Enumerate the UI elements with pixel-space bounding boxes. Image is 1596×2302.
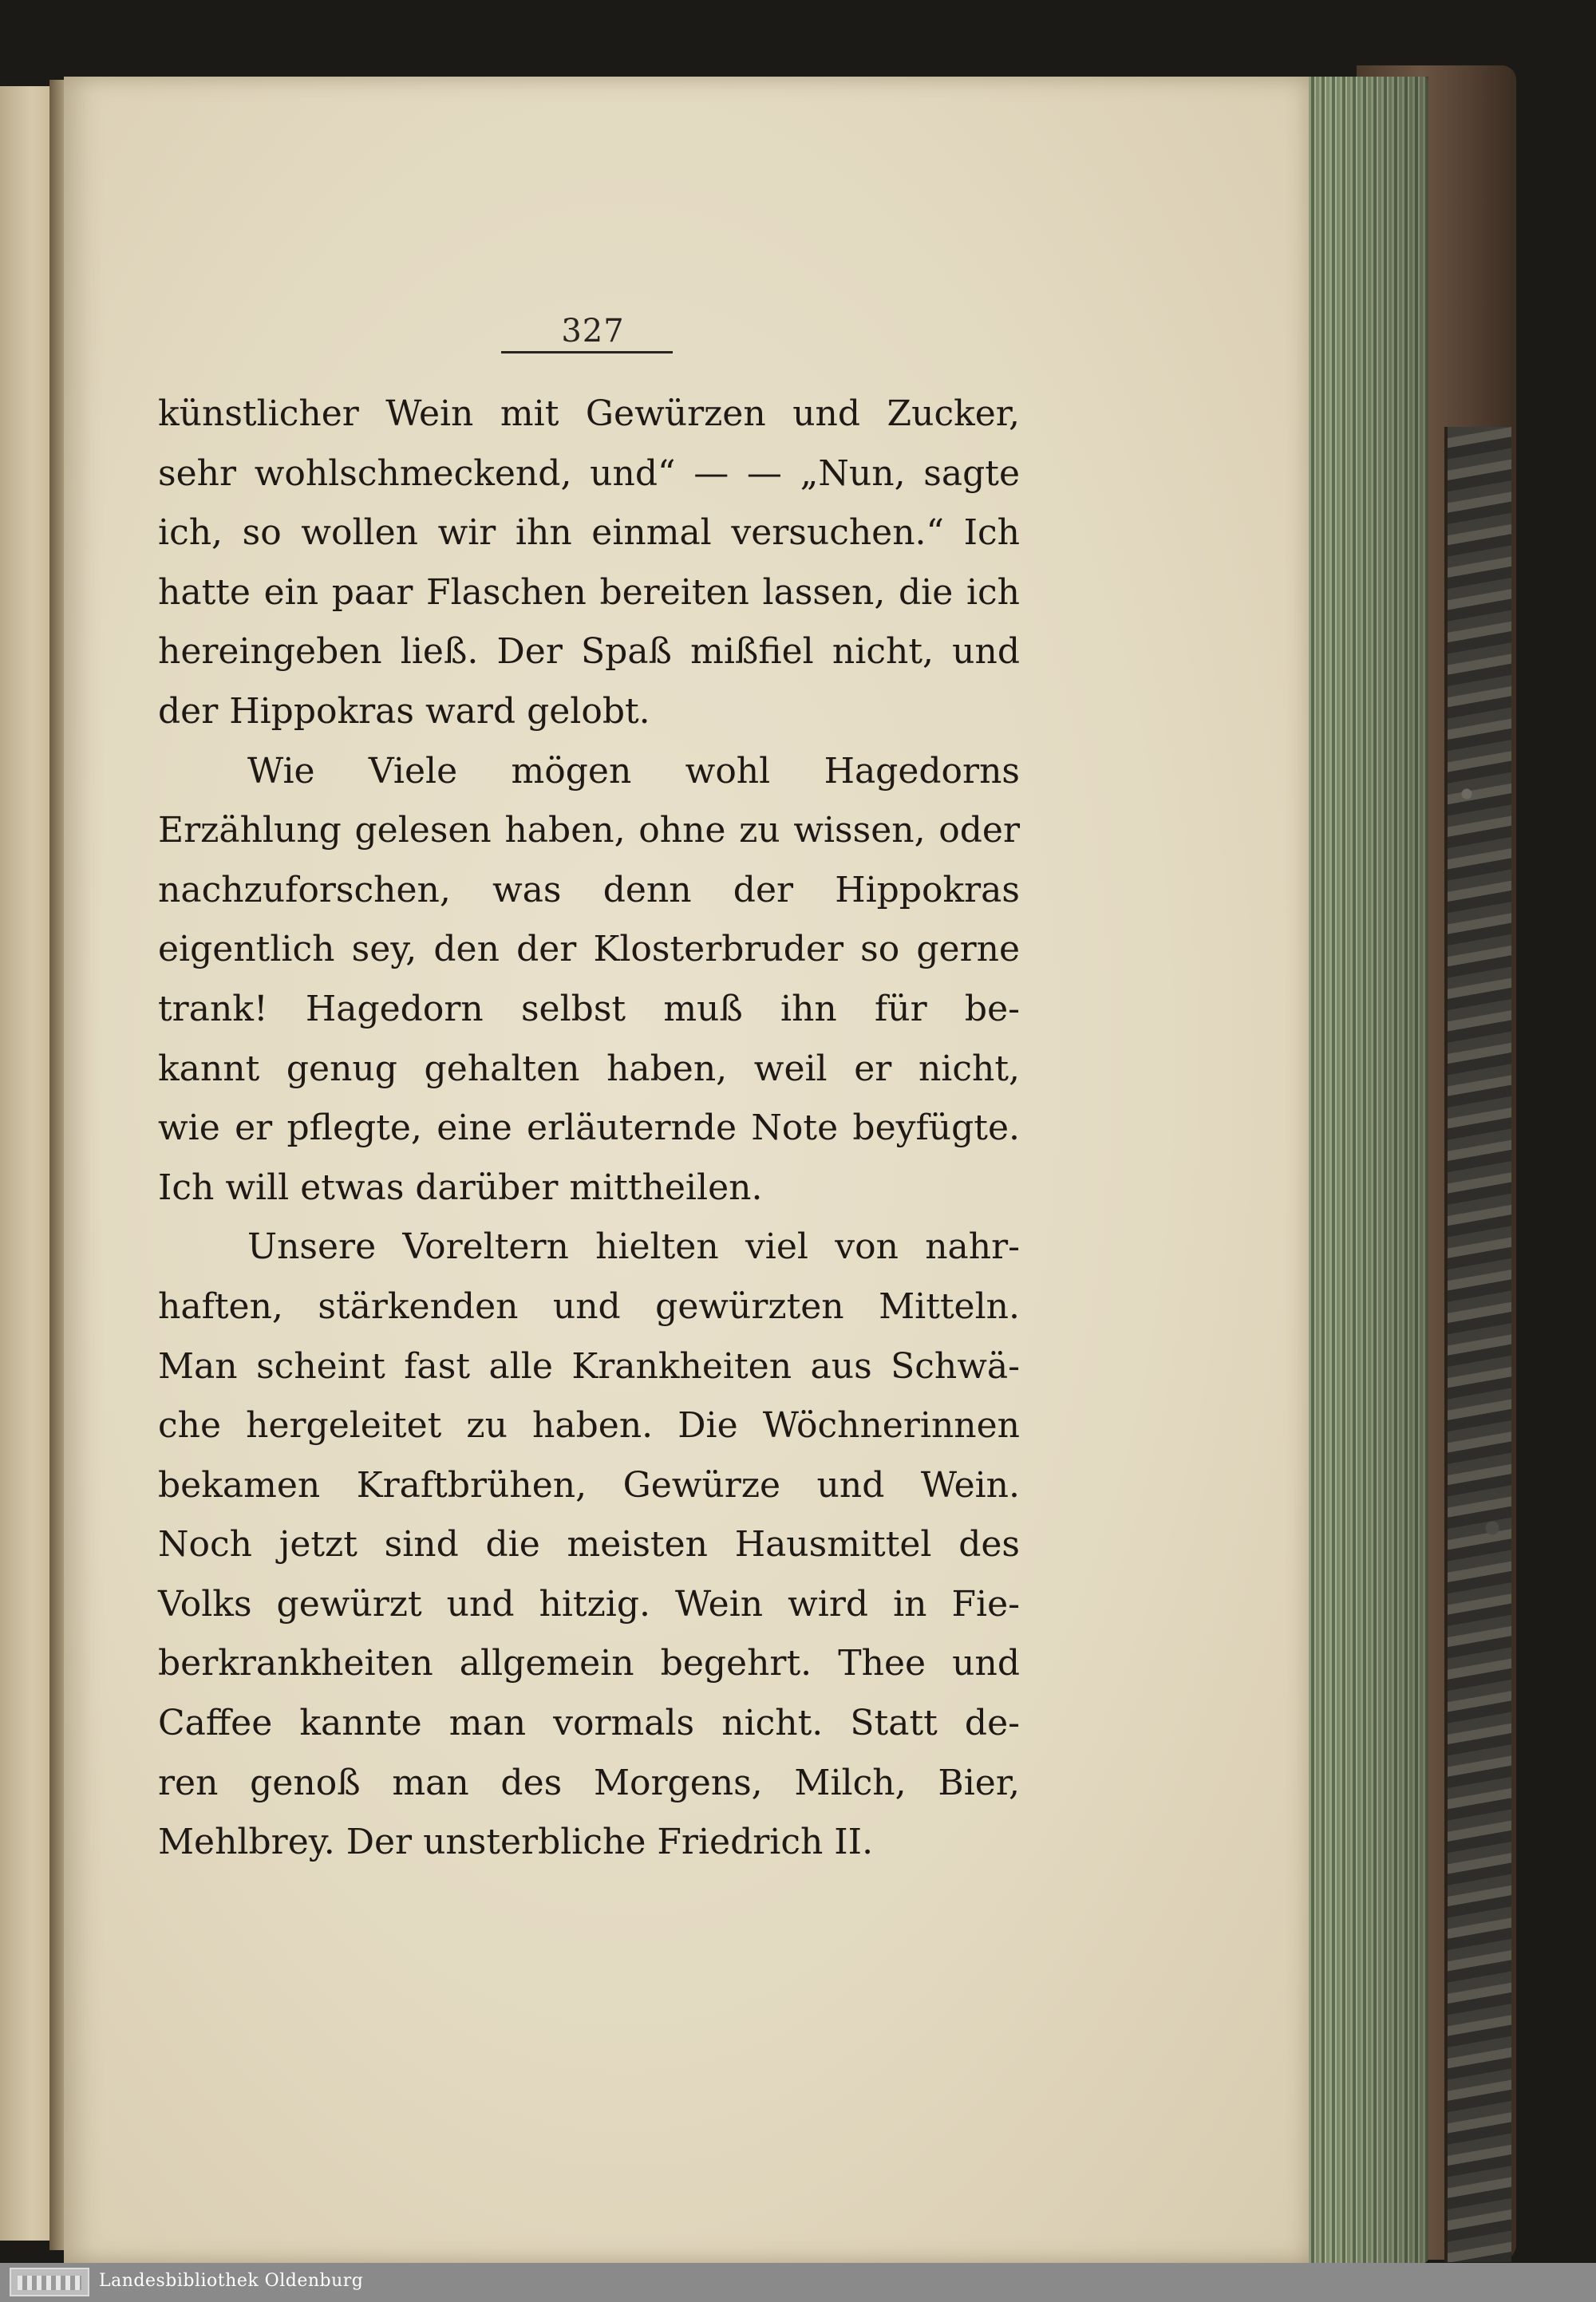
page-number-rule: [501, 351, 673, 353]
text-line: Mehlbrey. Der unsterbliche Friedrich II.: [158, 1822, 874, 1863]
text-line: haften, stärkenden und gewürzten Mitteln.: [158, 1285, 1020, 1327]
body-text: [158, 385, 1020, 1873]
text-line: der Hippokras ward gelobt.: [158, 690, 650, 732]
text-line: sehr wohlschmeckend, und“ — — „Nun, sagte: [158, 452, 1020, 494]
text-line: wie er pflegte, eine erläuternde Note beyfügte.: [158, 1108, 1020, 1149]
library-name: Landesbibliothek Oldenburg: [99, 2271, 364, 2291]
text-line: berkrankheiten allgemein begehrt. Thee und: [158, 1643, 1020, 1684]
library-building-icon: [10, 2268, 89, 2296]
text-line: hatte ein paar Flaschen bereiten lassen, die ich: [158, 571, 1020, 613]
text-line: Erzählung gelesen haben, ohne zu wissen, oder: [158, 810, 1020, 851]
text-line: Ich will etwas darüber mittheilen.: [158, 1167, 763, 1208]
text-line: Man scheint fast alle Krankheiten aus Schwä-: [158, 1345, 1020, 1387]
text-line: kannt genug gehalten haben, weil er nicht,: [158, 1048, 1020, 1089]
marbled-cover-board: [1444, 427, 1511, 2262]
text-line: bekamen Kraftbrühen, Gewürze und Wein.: [158, 1464, 1020, 1506]
text-line: trank! Hagedorn selbst muß ihn für be-: [158, 988, 1020, 1029]
text-line: künstlicher Wein mit Gewürzen und Zucker,: [158, 393, 1020, 434]
text-line: eigentlich sey, den der Klosterbruder so gerne: [158, 929, 1020, 970]
text-line: nachzuforschen, was denn der Hippokras: [158, 869, 1020, 910]
text-line: Wie Viele mögen wohl Hagedorns: [247, 750, 1020, 792]
text-line: hereingeben ließ. Der Spaß mißfiel nicht, und: [158, 631, 1020, 673]
page-number: 327: [561, 313, 625, 349]
text-line: Noch jetzt sind die meisten Hausmittel des: [158, 1524, 1020, 1566]
text-line: ren genoß man des Morgens, Milch, Bier,: [158, 1762, 1020, 1803]
library-footer-bar: [0, 2263, 1596, 2302]
text-line: Volks gewürzt und hitzig. Wein wird in Fie-: [158, 1583, 1020, 1625]
text-line: Unsere Voreltern hielten viel von nahr-: [247, 1226, 1020, 1268]
text-line: Caffee kannte man vormals nicht. Statt de-: [158, 1703, 1020, 1744]
text-line: che hergeleitet zu haben. Die Wöchnerinnen: [158, 1405, 1020, 1447]
text-line: ich, so wollen wir ihn einmal versuchen.“ Ich: [158, 512, 1020, 554]
